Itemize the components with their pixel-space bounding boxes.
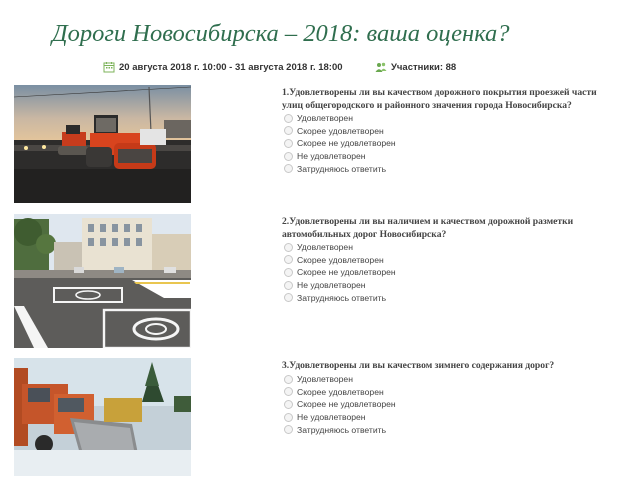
radio-button[interactable] (284, 126, 293, 135)
answer-options (284, 112, 396, 175)
answer-option[interactable] (284, 386, 396, 399)
answer-option-label: Скорее удовлетворен (297, 254, 384, 265)
survey-dates (103, 60, 343, 74)
radio-button[interactable] (284, 243, 293, 252)
users-icon (375, 61, 387, 73)
answer-option[interactable] (284, 423, 396, 436)
answer-option[interactable] (284, 411, 396, 424)
question-text: 3.Удовлетворены ли вы качеством зимнего содержания дорог? (282, 360, 555, 371)
dates-text: 20 августа 2018 г. 10:00 - 31 августа 2018 г. 18:00 (119, 61, 343, 73)
answer-option-label: Скорее удовлетворен (297, 386, 384, 397)
answer-option[interactable] (284, 373, 396, 386)
answer-options (284, 373, 396, 436)
answer-option-label: Скорее не удовлетворен (297, 138, 396, 149)
answer-option[interactable] (284, 137, 396, 150)
answer-option-label: Затрудняюсь ответить (297, 424, 387, 435)
radio-button[interactable] (284, 293, 293, 302)
answer-option-label: Не удовлетворен (297, 412, 366, 423)
road-marking-photo (14, 214, 191, 348)
answer-option-label: Не удовлетворен (297, 151, 366, 162)
answer-option-label: Не удовлетворен (297, 280, 366, 291)
answer-option[interactable] (284, 241, 396, 254)
answer-option[interactable] (284, 254, 396, 267)
page-title: Дороги Новосибирска – 2018: ваша оценка? (52, 20, 510, 47)
radio-button[interactable] (284, 413, 293, 422)
answer-option-label: Скорее не удовлетворен (297, 399, 396, 410)
answer-option-label: Удовлетворен (297, 374, 353, 385)
answer-option-label: Затрудняюсь ответить (297, 292, 387, 303)
snow-plow-photo (14, 358, 191, 476)
calendar-icon (103, 61, 115, 73)
question-text: 2.Удовлетворены ли вы наличием и качеством дорожной разметки автомобильных дорог Новосибирска? (282, 216, 574, 240)
radio-button[interactable] (284, 152, 293, 161)
answer-option[interactable] (284, 112, 396, 125)
answer-option-label: Удовлетворен (297, 113, 353, 124)
radio-button[interactable] (284, 281, 293, 290)
answer-option[interactable] (284, 266, 396, 279)
answer-option-label: Скорее не удовлетворен (297, 267, 396, 278)
radio-button[interactable] (284, 114, 293, 123)
radio-button[interactable] (284, 164, 293, 173)
radio-button[interactable] (284, 387, 293, 396)
answer-options (284, 241, 396, 304)
answer-option[interactable] (284, 279, 396, 292)
answer-option[interactable] (284, 291, 396, 304)
radio-button[interactable] (284, 400, 293, 409)
answer-option-label: Скорее удовлетворен (297, 125, 384, 136)
radio-button[interactable] (284, 375, 293, 384)
answer-option-label: Удовлетворен (297, 242, 353, 253)
answer-option-label: Затрудняюсь ответить (297, 163, 387, 174)
question-text: 1.Удовлетворены ли вы качеством дорожного покрытия проезжей части улиц общегородского и районного значения города Новосибирска? (282, 87, 597, 111)
participants-text: Участники: 88 (391, 61, 457, 73)
answer-option[interactable] (284, 125, 396, 138)
road-roller-photo (14, 85, 191, 203)
radio-button[interactable] (284, 139, 293, 148)
radio-button[interactable] (284, 425, 293, 434)
participants-count (375, 60, 456, 74)
radio-button[interactable] (284, 268, 293, 277)
radio-button[interactable] (284, 255, 293, 264)
answer-option[interactable] (284, 162, 396, 175)
answer-option[interactable] (284, 398, 396, 411)
answer-option[interactable] (284, 150, 396, 163)
